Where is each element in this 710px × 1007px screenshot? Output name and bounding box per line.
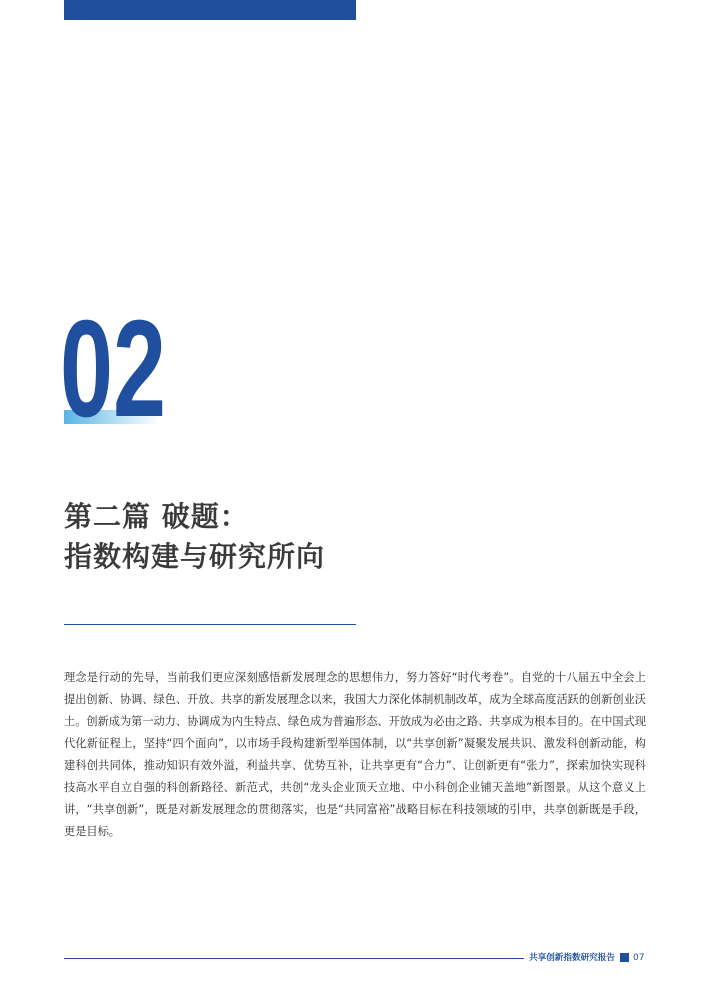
part-title-line-1: 第二篇 破题： bbox=[64, 500, 249, 533]
part-title-line-2: 指数构建与研究所向 bbox=[64, 540, 326, 573]
top-accent-bar bbox=[64, 0, 356, 20]
chapter-number-text: 02 bbox=[60, 292, 166, 446]
footer-square-icon bbox=[620, 953, 629, 962]
chapter-number bbox=[60, 292, 170, 446]
body-paragraph: 理念是行动的先导，当前我们更应深刻感悟新发展理念的思想伟力，努力答好“时代考卷”。自党的十八届五中全会上提出创新、协调、绿色、开放、共享的新发展理念以来，我国大力深化体制机制改革，成为全球高度活跃的创新创业沃土。创新成为第一动力、协调成为内生特点、绿色成为普遍形态、开放成为必由之路、共享成为根本目的。在中国式现代化新征程上，坚持“四个面向”，以市场手段构建新型举国体制，以“共享创新”凝聚发展共识、激发科创新动能，构建科创共同体，推动知识有效外溢，利益共享、优势互补，让共享更有“合力”、让创新更有“张力”，探索加快实现科技高水平自立自强的科创新路径、新范式，共创“龙头企业顶天立地、中小科创企业铺天盖地”新图景。从这个意义上讲，“共享创新”，既是对新发展理念的贯彻落实，也是“共同富裕”战略目标在科技领域的引申，共享创新既是手段，更是目标。 bbox=[64, 671, 646, 838]
page-number: 07 bbox=[633, 953, 645, 963]
part-title bbox=[64, 497, 325, 577]
footer-report-title: 共享创新指数研究报告 bbox=[529, 953, 615, 963]
footer-divider bbox=[64, 958, 524, 959]
chapter-number-graphic bbox=[60, 292, 170, 446]
title-divider bbox=[64, 624, 356, 625]
